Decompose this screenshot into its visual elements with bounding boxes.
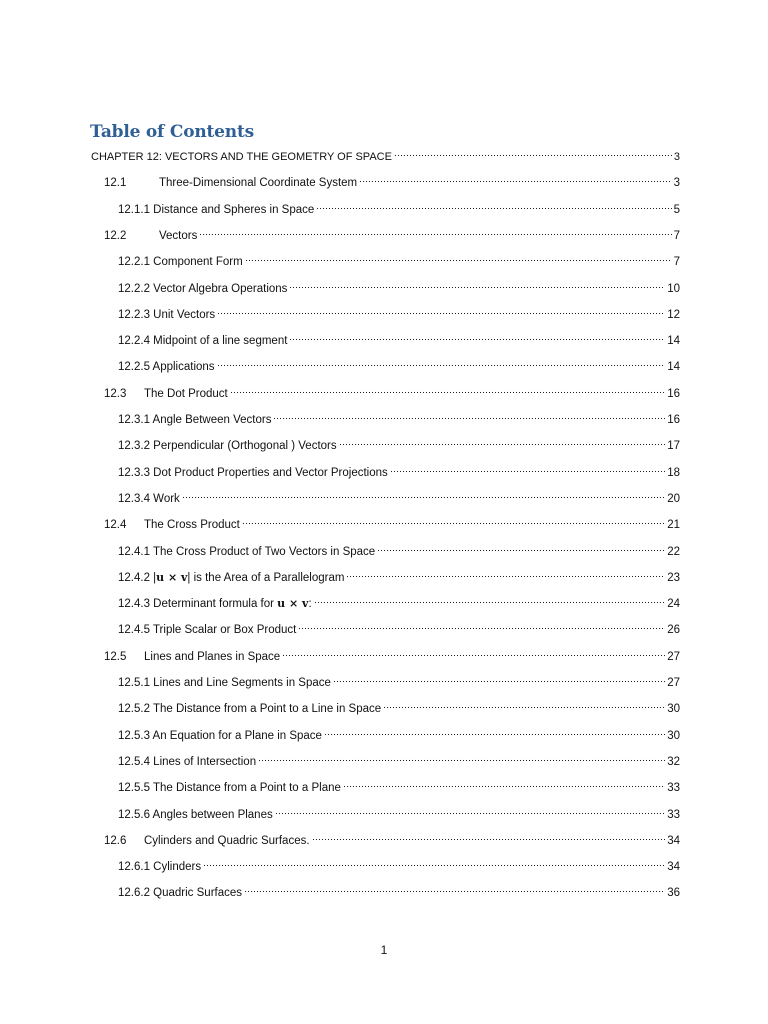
toc-entry-label: [118, 728, 322, 744]
toc-entry[interactable]: [118, 859, 680, 875]
toc-entry[interactable]: [104, 517, 680, 533]
toc-entry[interactable]: [118, 675, 680, 691]
dot-leader: [316, 202, 671, 210]
dot-leader: [242, 517, 665, 525]
dot-leader: [339, 438, 666, 446]
dot-leader: [383, 701, 665, 709]
toc-entry-text: 12.5.3 An Equation for a Plane in Space: [118, 729, 322, 742]
toc-entry-page: 34: [667, 834, 680, 847]
toc-entry-text: 12.6.1 Cylinders: [118, 861, 202, 874]
toc-entry-text: 12.5.1 Lines and Line Segments in Space: [118, 677, 331, 689]
toc-entry-text: 12.1.1 Distance and Spheres in Space: [118, 203, 315, 216]
toc-entry[interactable]: [118, 465, 680, 481]
toc-entry[interactable]: [118, 544, 680, 560]
toc-entry[interactable]: [104, 175, 680, 191]
toc-entry[interactable]: [91, 149, 680, 165]
toc-title: Table of Contents: [90, 122, 254, 142]
toc-entry[interactable]: [118, 333, 680, 349]
toc-entry-page: 5: [673, 203, 680, 216]
toc-entry-page: 14: [667, 361, 680, 374]
toc-entry[interactable]: [104, 649, 680, 665]
toc-entry[interactable]: [118, 807, 680, 823]
toc-entry-page: 7: [673, 256, 680, 269]
dot-leader: [289, 281, 665, 289]
toc-entry-page: 34: [667, 861, 680, 874]
toc-entry-text: 12.3.1 Angle Between Vectors: [118, 414, 272, 426]
toc-entry-text: 12.4.5 Triple Scalar or Box Product: [118, 624, 297, 637]
toc-entry-text: 12.4.3 Determinant formula for u × v:: [118, 597, 312, 611]
toc-entry[interactable]: [118, 491, 680, 507]
dot-leader: [343, 780, 665, 788]
dot-leader: [333, 675, 665, 683]
dot-leader: [377, 544, 665, 552]
toc-entry[interactable]: [104, 386, 680, 402]
toc-entry[interactable]: [118, 596, 680, 612]
toc-entry-page: 16: [667, 387, 680, 400]
toc-entry-text: 12.6.2 Quadric Surfaces: [118, 887, 243, 900]
toc-entry-text: Cylinders and Quadric Surfaces.: [144, 834, 310, 847]
toc-entry[interactable]: [118, 412, 680, 428]
toc-entry-page: 21: [667, 519, 680, 532]
toc-entry[interactable]: [118, 359, 680, 375]
toc-entry-text: 12.4.1 The Cross Product of Two Vectors in Space: [118, 545, 376, 558]
dot-leader: [314, 596, 666, 604]
toc-entry-text: CHAPTER 12: VECTORS AND THE GEOMETRY OF SPACE: [91, 151, 392, 163]
toc-entry[interactable]: [118, 754, 680, 770]
toc-entry-page: 20: [667, 492, 680, 505]
toc-entry-page: 32: [667, 755, 680, 768]
footer-page-number: 1: [380, 943, 388, 957]
toc-entry-page: 33: [667, 808, 680, 821]
toc-entry-number: 12.4: [104, 519, 127, 532]
dot-leader: [203, 859, 665, 867]
toc-entry[interactable]: [104, 228, 680, 244]
toc-entry[interactable]: [118, 622, 680, 638]
toc-entry-page: 33: [667, 782, 680, 795]
dot-leader: [394, 149, 672, 157]
toc-entry-number: 12.2: [104, 229, 127, 242]
toc-entry-label: [118, 780, 341, 796]
toc-entry-text: 12.3.2 Perpendicular (Orthogonal ) Vectors: [118, 440, 337, 453]
toc-entry-number: 12.5: [104, 650, 127, 663]
toc-entry-text: 12.3.3 Dot Product Properties and Vector Projections: [118, 466, 388, 479]
toc-entry-label: [118, 491, 180, 507]
toc-entry-page: 18: [667, 466, 680, 479]
toc-entry-page: 26: [667, 624, 680, 637]
dot-leader: [298, 622, 665, 630]
toc-entry[interactable]: [118, 701, 680, 717]
toc-entry-page: 10: [667, 282, 680, 295]
toc-entry-number: 12.3: [104, 387, 127, 400]
dot-leader: [217, 307, 665, 315]
dot-leader: [390, 465, 665, 473]
toc-entry-text: 12.2.3 Unit Vectors: [118, 308, 216, 321]
toc-entry-text: 12.5.2 The Distance from a Point to a Line in Space: [118, 703, 382, 716]
toc-entry-label: [104, 175, 357, 191]
toc-entry[interactable]: [118, 728, 680, 744]
toc-entry-label: [118, 596, 312, 612]
toc-entry[interactable]: [118, 570, 680, 586]
dot-leader: [359, 175, 671, 183]
toc-entry-label: [104, 833, 310, 849]
toc-entry-number: 12.6: [104, 834, 127, 847]
toc-entry-label: [118, 570, 344, 586]
toc-entry-text: 12.2.5 Applications: [118, 361, 215, 374]
toc-entry-label: [118, 254, 243, 270]
dot-leader: [275, 807, 665, 815]
toc-entry-label: [118, 359, 215, 375]
toc-entry-label: [118, 675, 331, 691]
dot-leader: [312, 833, 666, 841]
dot-leader: [182, 491, 665, 499]
toc-entry-label: [104, 386, 228, 402]
dot-leader: [230, 386, 665, 394]
toc-entry-text: 12.3.4 Work: [118, 492, 180, 505]
toc-entry-label: [104, 649, 280, 665]
toc-entry-page: 30: [667, 703, 680, 716]
toc-entry-label: [118, 412, 271, 428]
toc-entry-page: 23: [667, 571, 680, 584]
toc-entry[interactable]: [118, 885, 680, 901]
toc-entry-text: Vectors: [159, 229, 198, 242]
toc-entry-label: [104, 228, 197, 244]
toc-entry-page: 12: [667, 308, 680, 321]
dot-leader: [324, 728, 665, 736]
toc-entry-text: The Dot Product: [144, 387, 228, 400]
toc-entry-text: The Cross Product: [144, 519, 240, 532]
toc-entry-page: 3: [673, 151, 680, 163]
toc-entry-label: [118, 807, 273, 823]
dot-leader: [199, 228, 671, 236]
toc-entry[interactable]: [104, 833, 680, 849]
toc-entry-label: [118, 281, 287, 297]
toc-entry-text: 12.2.2 Vector Algebra Operations: [118, 282, 288, 295]
toc-entry-label: [118, 202, 314, 218]
toc-entry-text: 12.4.2 |u × v| is the Area of a Parallelogram: [118, 570, 345, 584]
toc-entry-label: [118, 544, 375, 560]
toc-entry-page: 16: [667, 414, 680, 426]
toc-entry[interactable]: [118, 281, 680, 297]
toc-entry-page: 14: [667, 335, 680, 348]
math-expression: u × v: [156, 570, 188, 584]
toc-entry-page: 27: [667, 677, 680, 689]
toc-entry-label: [118, 885, 242, 901]
dot-leader: [258, 754, 665, 762]
toc-entry-page: 17: [667, 440, 680, 453]
toc-entry-text: 12.5.5 The Distance from a Point to a Plane: [118, 782, 341, 795]
toc-entry-page: 27: [667, 650, 680, 663]
toc-entry-label: [118, 622, 296, 638]
toc-entry[interactable]: [118, 780, 680, 796]
toc-entry-label: [118, 701, 381, 717]
toc-entry-label: [118, 754, 256, 770]
dot-leader: [273, 412, 665, 420]
dot-leader: [282, 649, 665, 657]
toc-entry-page: 24: [667, 598, 680, 611]
toc-entry-label: [118, 465, 388, 481]
toc-entry-label: [118, 333, 287, 349]
toc-entry-label: [91, 149, 392, 165]
toc-entry-text: 12.2.1 Component Form: [118, 256, 243, 269]
toc-entry-page: 7: [673, 229, 680, 242]
toc-entry-label: [118, 859, 201, 875]
toc-entry[interactable]: [118, 438, 680, 454]
toc-entry-text: 12.5.4 Lines of Intersection: [118, 755, 257, 768]
toc-entry-label: [118, 307, 215, 323]
toc-entry-text: Three-Dimensional Coordinate System: [159, 177, 358, 190]
toc-entry-text: 12.5.6 Angles between Planes: [118, 808, 273, 821]
toc-entry-page: 22: [667, 545, 680, 558]
toc-entry-page: 36: [667, 887, 680, 900]
toc-entry[interactable]: [118, 254, 680, 270]
toc-entry-text: 12.2.4 Midpoint of a line segment: [118, 335, 288, 348]
toc-entry[interactable]: [118, 307, 680, 323]
toc-entry-page: 30: [667, 729, 680, 742]
dot-leader: [217, 359, 666, 367]
toc-entry-number: 12.1: [104, 177, 127, 190]
toc-entry[interactable]: [118, 202, 680, 218]
dot-leader: [244, 885, 665, 893]
dot-leader: [245, 254, 672, 262]
toc-entry-text: Lines and Planes in Space: [144, 650, 281, 663]
dot-leader: [346, 570, 665, 578]
math-expression: u × v: [277, 597, 309, 611]
toc-entry-page: 3: [673, 177, 680, 190]
dot-leader: [289, 333, 665, 341]
toc-entry-label: [118, 438, 337, 454]
toc-entry-label: [104, 517, 240, 533]
